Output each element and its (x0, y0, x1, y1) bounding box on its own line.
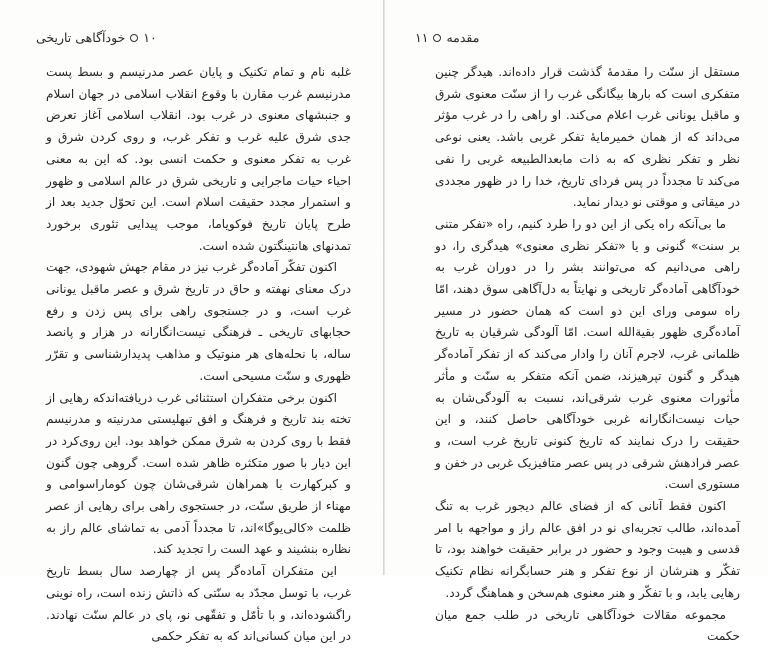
left-paragraph-1: غلبه نام و تمام تکنیک و پایان عصر مدرنیسم و بسط پست مدرنیسم غرب مقارن با وقوع انقلاب اسلامی در جهان اسلام و جنبشهای معنوی در غرب بود. انقلاب اسلامی آغاز تعرض جدی شرق علیه غرب و تفکر غرب، و روی کردن شرق و غرب به تفکر معنوی و حکمت انسی بود. که این به معنی احیاء حیات ماجرایی و تاریخی شرق در عالم اسلامی و ظهور و استمرار مجدد حقیقت اسلام است. این تحوّل جدید بعد از طرح پایان تاریخ فوکویاما، موجب پیدایی تئوری برخورد تمدنهای هانتینگتون شده است. (46, 65, 351, 253)
right-page-number: ۱۱ (415, 30, 429, 45)
left-paragraph-2: اکنون تفکّر آماده‌گر غرب نیز در مقام جهش شهودی، جهت درک معنای نهفته و حاق در تاریخ شرق و عصر ماقبل یونانی غرب است، و در جستجوی راهی برای پس زدن و رفع حجابهای تاریخی ـ فرهنگی نیست‌انگارانه در هزار و پانصد ساله، با نحله‌های هر منوتیک و مذاهب پدیدارشناسی و تقرّر ظهوری و سنّت مسیحی است. (46, 260, 351, 383)
right-paragraph-2: ما بی‌آنکه راه یکی از این دو را طرد کنیم، راه «تفکر متنی بر سنت» گنونی و یا «تفکر نظری معنوی» هیدگری را، دو راهی می‌دانیم که می‌توانند بشر را در دوران غرب به خودآگاهی آماده‌گر تاریخی و نهایتاً به دل‌آگاهی سوق دهند، امّا راه سومی ورای این دو است که همان حضور در مسیر آماده‌گری ظهور بقیة‌الله است. امّا آلودگی شرقیان به تاریخ ظلمانی غرب، لاجرم آنان را وادار می‌کند که از تفکر آماده‌گر هیدگر و گنون تپرهیزند، ضمن آنکه متفکر به سنّت و مأثر مأثورات معنوی غرب شرقی‌اند، نسبت به آلودگی‌شان به حیات نیست‌انگارانه غربی خودآگاهی حاصل کنند، و این حقیقت را درک نمایند که تاریخ کنونی تاریخ غرب است، و عصر فرادهش شرقی در پس عصر متافیزیک غربی در خفن و مستوری است. (435, 216, 740, 492)
circle-separator-icon (433, 34, 441, 42)
left-page (0, 0, 383, 644)
right-body-text (435, 62, 740, 648)
right-running-head (415, 30, 479, 45)
left-body-text (46, 62, 351, 648)
left-paragraph-4: این متفکران آماده‌گر پس از چهارصد سال بسط تاریخ غرب، با توسل مجدّد به سنّتی که ذاتش زنده است، راه نوینی راگشوده‌اند، و با تأمّل و تفقّهی نو، پای در عالم سنّت نهادند. در این میان کسانی‌اند که به تفکر حکمی (46, 564, 351, 644)
right-paragraph-4: مجموعه مقالات خودآگاهی تاریخی در طلب جمع میان حکمت (435, 607, 740, 644)
right-header-title: مقدمه (446, 30, 480, 45)
circle-separator-icon (130, 34, 138, 42)
left-paragraph-3: اکنون برخی متفکران استثنائی غرب دریافته‌اندکه رهایی از تخته بند تاریخ و فرهنگ و افق تبهلیستی مدرنیته و مدرنیسم فقط با روی کردن به شرق ممکن خواهد بود. این روی‌کرد در این دیار با صور متکثره ظاهر شده است. گروهی چون گنون و کبرکهارت با همراهان شرقی‌شان چون کوماراسوامی و مهناء از طریق سنّت، در جستجوی راهی برای رهایی از عصر ظلمت «کالی‌یوگا»اند، تا مجدداً آدمی به تماشای عالم راز به نظاره بنشیند و عهد الست را تجدید کند. (46, 390, 351, 557)
left-header-title: خودآگاهی تاریخی (36, 30, 126, 45)
left-running-head (36, 30, 157, 45)
right-paragraph-3: اکنون فقط آنانی که از فضای عالم دیجور غرب به تنگ آمده‌اند، طالب تجربه‌ای نو در افق عالم راز و مواجهه با امر قدسی و هیبت وجود و حضور در برابر حقیقت خواهند بود، تا تفکّر و هنرشان از نوع تفکر و هنر حسابگرانه نظام تکنیک رهایی یابد، و با تفکّر و هنر معنوی هم‌سخن و هماهنگ گردد. (435, 499, 740, 600)
right-paragraph-1: مستقل از سنّت را مقدمهٔ گذشت قرار داده‌اند. هیدگر چنین متفکری است که بارها بیگانگی غرب را از سنّت معنوی شرق و ماقبل یونانی غرب اعلام می‌کند. او راهی را در غرب مؤثر می‌داند که از همان خمیرمایهٔ تفکر غربی باشد. یعنی نوعی نظر و تفکر نظری که به ذات مابعدالطبیعه غربی را نفی می‌کند تا مجدداً در پس فردای تاریخ، خدا را در ظهور مجددی در میقاتی و موقتی نو دیدار نماید. (435, 65, 740, 210)
left-page-number: ۱۰ (143, 30, 157, 45)
right-page (385, 0, 768, 644)
